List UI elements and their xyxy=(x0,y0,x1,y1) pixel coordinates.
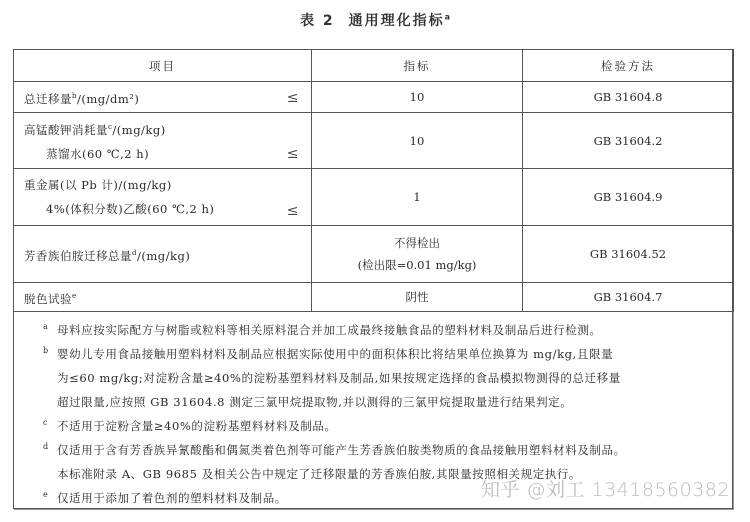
footnote-mark: b xyxy=(72,91,77,100)
item-unit: /(mg/dm²) xyxy=(76,91,140,106)
comparator-symbol: ≤ xyxy=(286,203,299,219)
item-name: 芳香族伯胺迁移总量 xyxy=(24,248,132,263)
footnote-mark: c xyxy=(43,418,49,427)
item-unit: /(mg/kg) xyxy=(112,122,166,137)
footnote-mark: e xyxy=(72,291,77,300)
value-cell xyxy=(312,226,523,283)
method-cell: GB 31604.2 xyxy=(523,113,734,169)
footnote-text: 仅适用于含有芳香族异氰酸酯和偶氮类着色剂等可能产生芳香族伯胺类物质的食品接触用塑料材料及制品。 xyxy=(57,443,626,457)
header-item: 项目 xyxy=(14,50,312,82)
footnote-text: 超过限量,应按照 GB 31604.8 测定三氯甲烷提取物,并以测得的三氯甲烷提取量进行结果判定。 xyxy=(57,395,573,409)
method-cell: GB 31604.8 xyxy=(523,82,734,113)
item-name: 重金属(以 Pb 计) xyxy=(24,178,119,192)
item-name-line xyxy=(24,173,311,197)
item-name-line xyxy=(24,115,311,142)
value-text: 10 xyxy=(409,133,425,148)
footnote-text: 不适用于淀粉含量≥40%的淀粉基塑料材料及制品。 xyxy=(57,419,337,433)
footnote-mark: d xyxy=(43,442,49,451)
table-row xyxy=(14,113,734,169)
item-name-line xyxy=(24,241,311,268)
footnote-mark: e xyxy=(43,490,49,499)
method-cell: GB 31604.9 xyxy=(523,169,734,226)
comparator-symbol: ≤ xyxy=(286,146,299,162)
footnote-text: 婴幼儿专用食品接触用塑料材料及制品应根据实际使用中的面积体积比将结果单位换算为 mg/kg,且限量 xyxy=(57,347,614,361)
table-row xyxy=(14,82,734,113)
footnote-text: 仅适用于添加了着色剂的塑料材料及制品。 xyxy=(57,491,287,505)
comparator-symbol: ≤ xyxy=(286,90,299,106)
value-text: 1 xyxy=(413,190,421,204)
footnote-mark: a xyxy=(43,322,49,331)
item-cell xyxy=(14,226,312,283)
item-condition: 4%(体积分数)乙酸(60 ℃,2 h) xyxy=(46,202,215,216)
footnote-b xyxy=(43,342,723,414)
value-cell xyxy=(312,82,523,113)
footnote-mark: c xyxy=(108,123,113,132)
item-name: 脱色试验 xyxy=(24,291,72,306)
item-unit: /(mg/kg) xyxy=(136,248,191,263)
title-footnote-mark: a xyxy=(444,12,451,22)
item-cell xyxy=(14,113,312,169)
item-condition: 蒸馏水(60 ℃,2 h) xyxy=(46,146,150,161)
value-text: 不得检出 xyxy=(394,236,440,250)
table-row xyxy=(14,226,734,283)
item-cell xyxy=(14,169,312,226)
table-row xyxy=(14,169,734,226)
footnote-text: 母料应按实际配方与树脂或粒料等相关原料混合并加工成最终接触食品的塑料材料及制品后进行检测。 xyxy=(57,323,602,337)
item-name-line xyxy=(24,284,311,311)
zhihu-watermark: 知乎 @刘工 13418560382 xyxy=(480,479,730,501)
item-cell xyxy=(14,283,312,312)
item-cell xyxy=(14,82,312,113)
item-name-line xyxy=(24,84,311,111)
footnote-text: 为≤60 mg/kg;对淀粉含量≥40%的淀粉基塑料材料及制品,如果按规定选择的食品模拟物测得的总迁移量 xyxy=(57,371,621,385)
table-header-row xyxy=(14,50,734,82)
value-cell xyxy=(312,169,523,226)
footnote-c xyxy=(43,414,723,438)
value-cell xyxy=(312,113,523,169)
footnote-a xyxy=(43,318,723,342)
value-text: 10 xyxy=(409,90,425,104)
item-unit: /(mg/kg) xyxy=(118,178,172,192)
table-title xyxy=(0,10,750,30)
physicochemical-spec-table xyxy=(13,49,734,312)
footnote-mark: d xyxy=(132,248,137,257)
item-name: 高锰酸钾消耗量 xyxy=(24,122,108,137)
method-cell: GB 31604.52 xyxy=(523,226,734,283)
header-method: 检验方法 xyxy=(523,50,734,82)
table-row xyxy=(14,283,734,312)
method-cell: GB 31604.7 xyxy=(523,283,734,312)
value-cell xyxy=(312,283,523,312)
value-text: 阴性 xyxy=(405,290,429,304)
footnote-text: 本标准附录 A、GB 9685 及相关公告中规定了迁移限量的芳香族伯胺,其限量按照相关规定执行。 xyxy=(57,467,582,481)
item-name: 总迁移量 xyxy=(24,91,72,106)
detection-limit-text: (检出限=0.01 mg/kg) xyxy=(357,258,477,272)
header-value: 指标 xyxy=(312,50,523,82)
table-number: 表 2 xyxy=(299,13,335,29)
footnote-mark: b xyxy=(43,346,49,355)
table-title-text: 通用理化指标 xyxy=(348,13,445,29)
